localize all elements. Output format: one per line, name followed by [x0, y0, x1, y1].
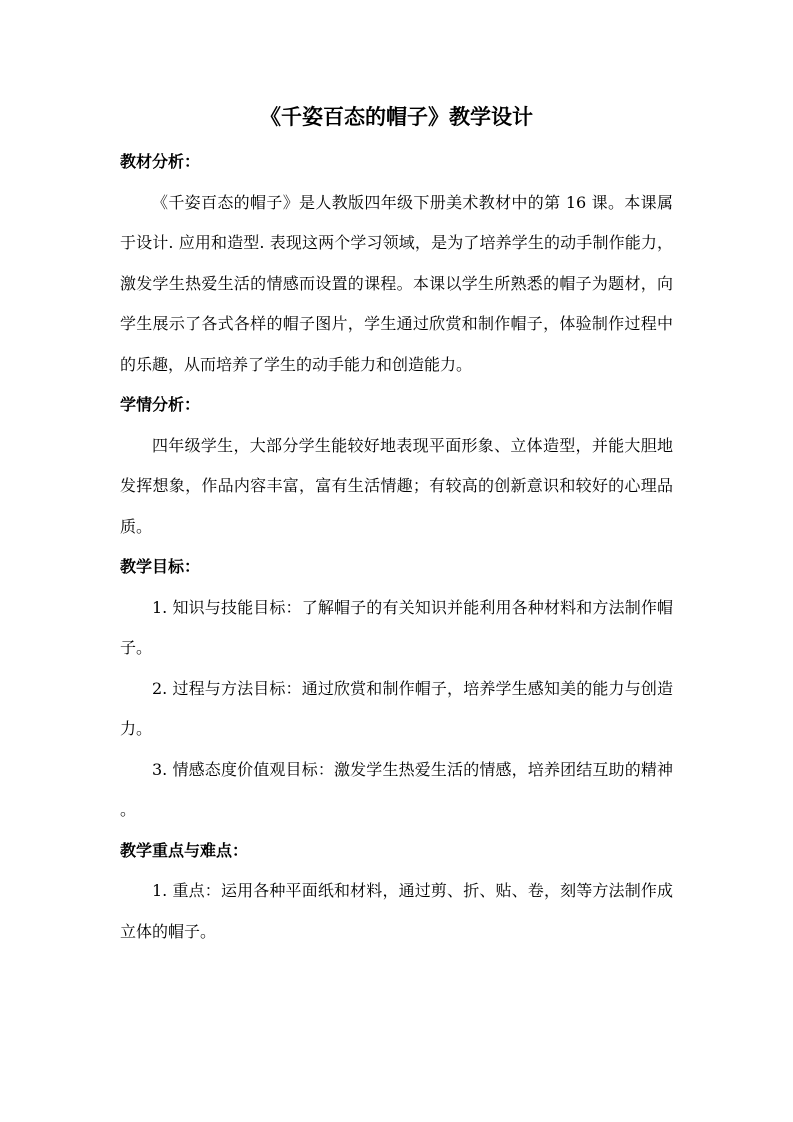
section-heading-textbook-analysis: 教材分析：: [120, 152, 201, 171]
objective-item-emotion-values: 3. 情感态度价值观目标：激发学生热爱生活的情感，培养团结互助的精神 。: [120, 759, 673, 819]
key-point-item: 1. 重点：运用各种平面纸和材料，通过剪、折、贴、卷，刻等方法制作成立体的帽子。: [120, 881, 673, 941]
objective-item-knowledge-skills: 1. 知识与技能目标：了解帽子的有关知识并能利用各种材料和方法制作帽子。: [120, 597, 673, 657]
objective-item-process-methods: 2. 过程与方法目标：通过欣赏和制作帽子，培养学生感知美的能力与创造力。: [120, 678, 673, 738]
section-heading-teaching-objectives: 教学目标：: [120, 557, 201, 576]
document-body: [120, 142, 673, 952]
document-title: 《千姿百态的帽子》教学设计: [260, 104, 533, 129]
section-heading-key-points: 教学重点与难点：: [120, 840, 249, 860]
section-heading-student-analysis: 学情分析：: [120, 395, 201, 414]
paragraph-textbook-analysis: 《千姿百态的帽子》是人教版四年级下册美术教材中的第 16 课。本课属于设计. 应用和造型. 表现这两个学习领域，是为了培养学生的动手制作能力，激发学生热爱生活的情感而设置的课程。本课以学生所熟悉的帽子为题材，向学生展示了各式各样的帽子图片，学生通过欣赏和制作帽子，体验制作过程中的乐趣，从而培养了学生的动手能力和创造能力。: [120, 192, 673, 374]
paragraph-student-analysis: 四年级学生，大部分学生能较好地表现平面形象、立体造型，并能大胆地发挥想象，作品内容丰富，富有生活情趣；有较高的创新意识和较好的心理品质。: [120, 435, 673, 536]
